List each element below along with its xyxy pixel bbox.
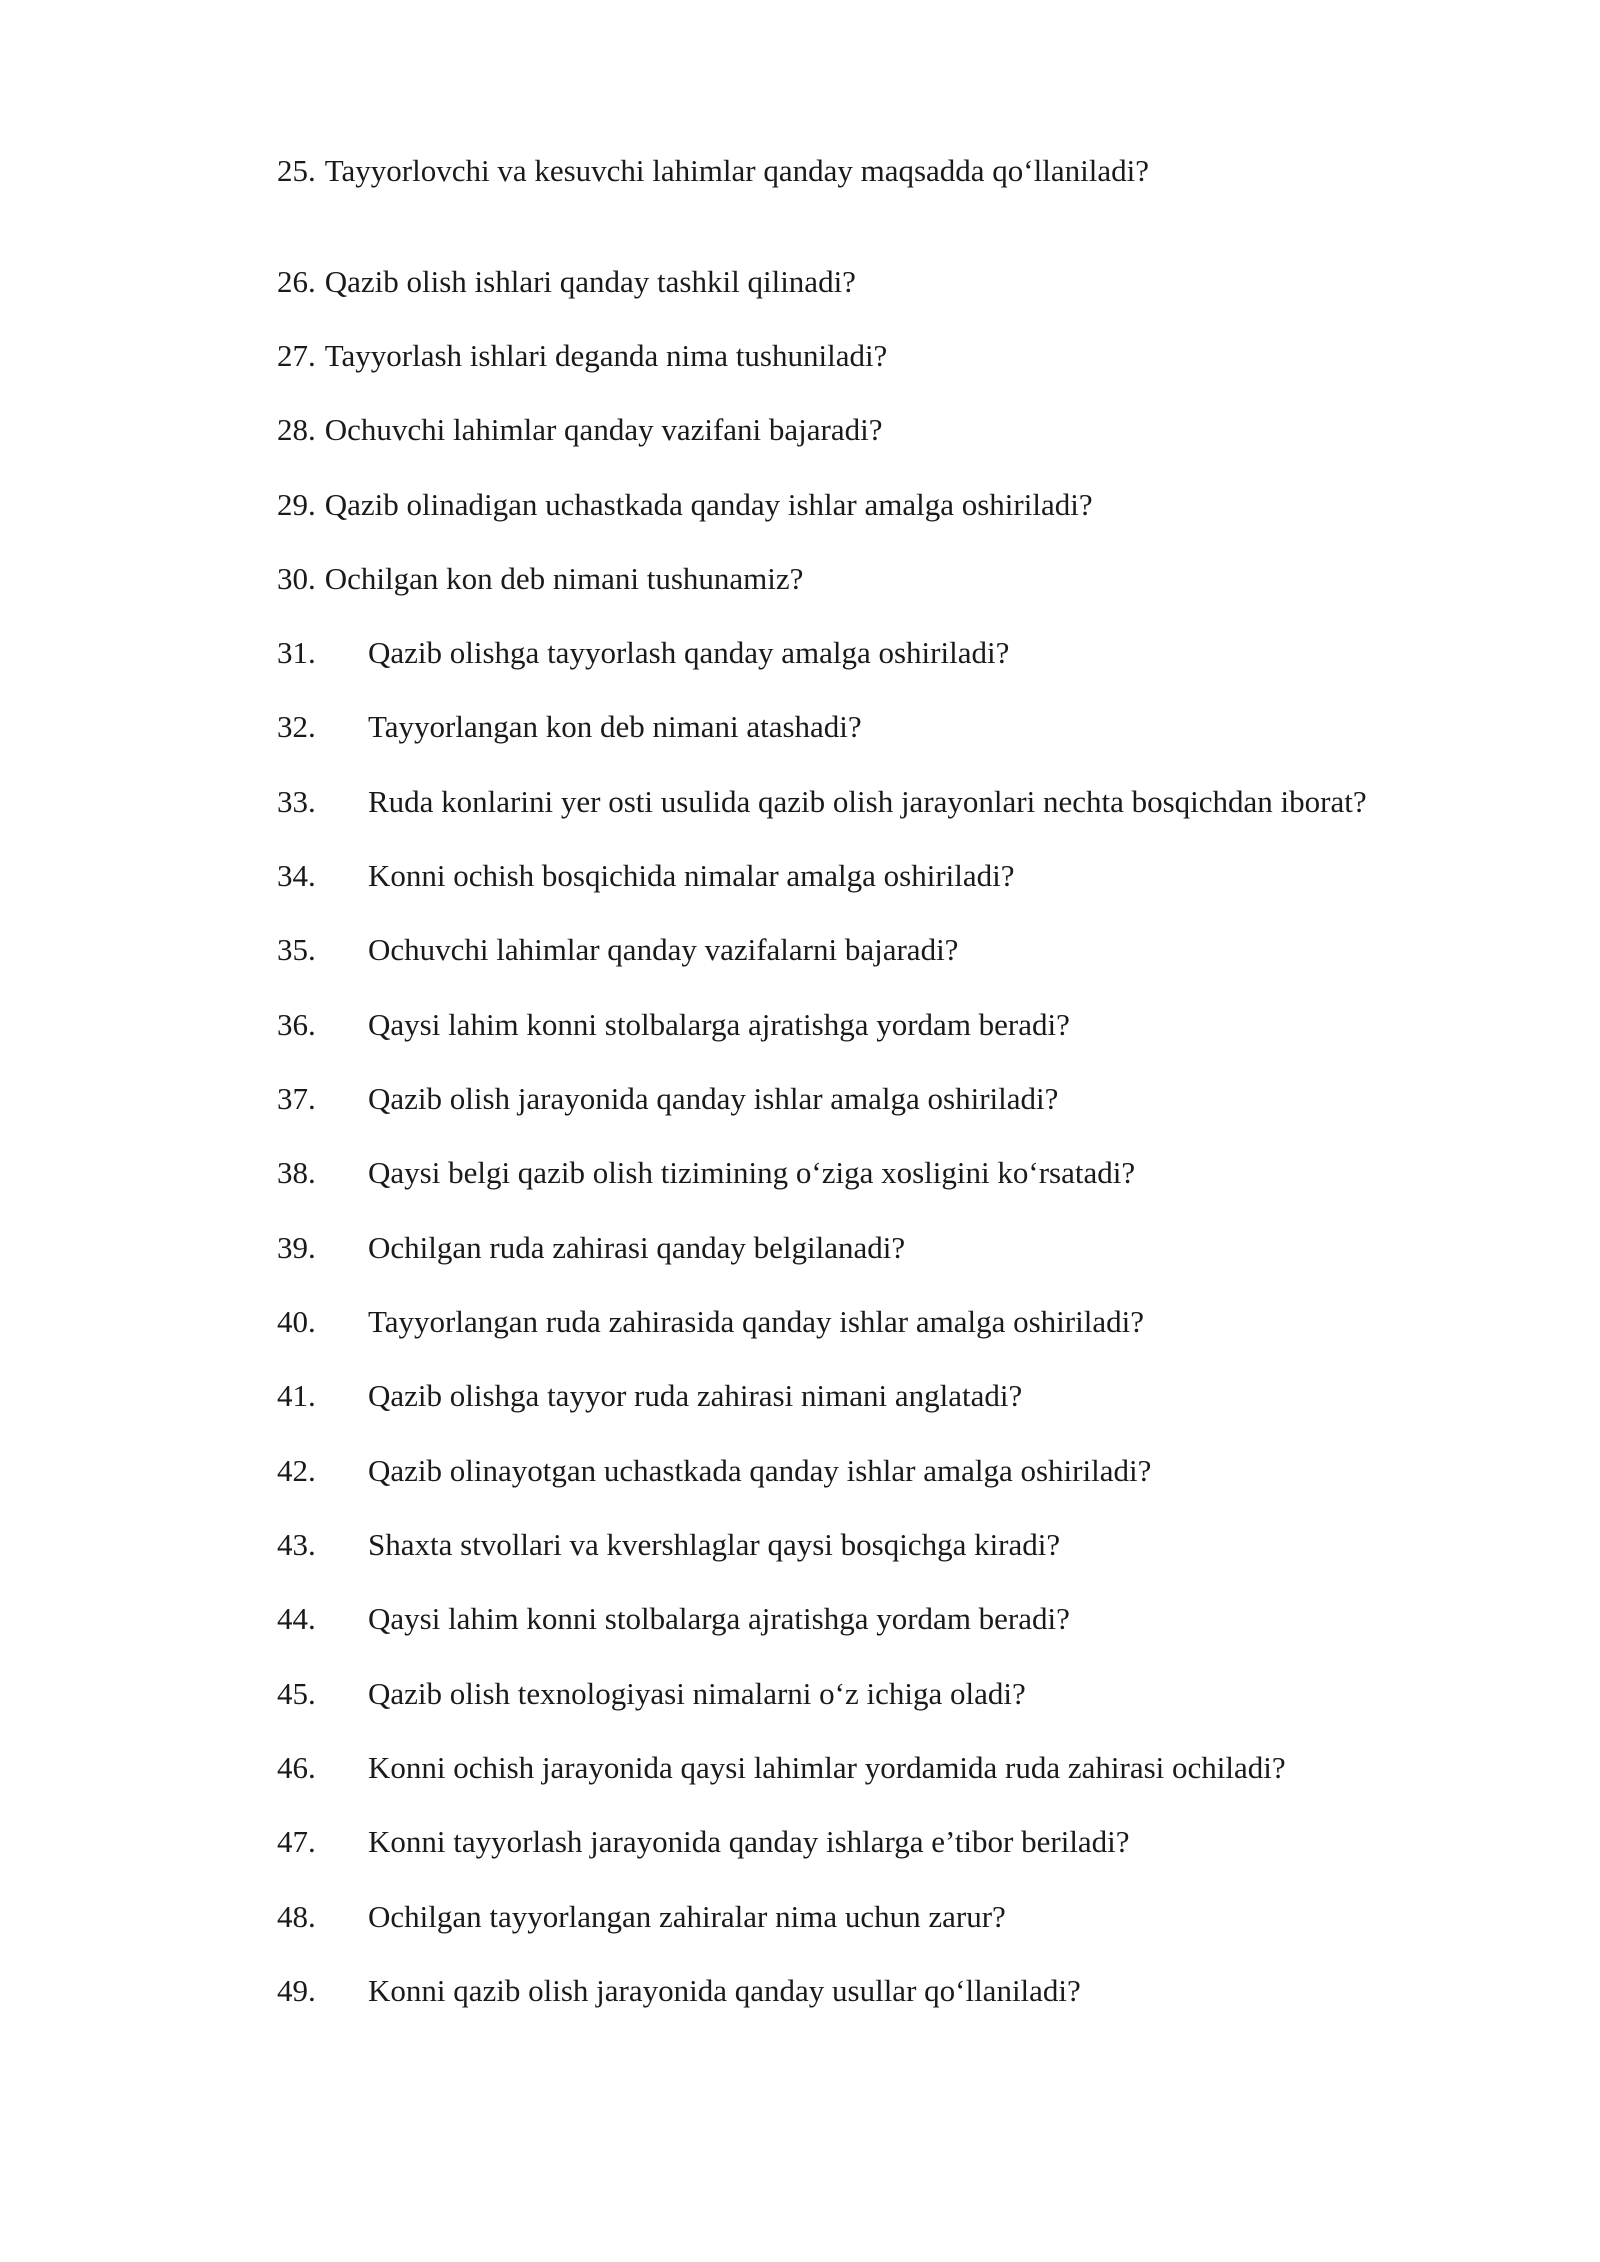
- question-item: [277, 1822, 1130, 1862]
- question-text: Ochuvchi lahimlar qanday vazifani bajaradi?: [324, 412, 883, 447]
- question-item: [277, 1451, 1151, 1491]
- question-item: [277, 1748, 1286, 1788]
- question-number: 44.: [277, 1601, 316, 1636]
- question-text: Konni qazib olish jarayonida qanday usullar qo‘llaniladi?: [368, 1973, 1081, 2008]
- question-item: [277, 336, 887, 376]
- question-text: Tayyorlovchi va kesuvchi lahimlar qanday maqsadda qo‘llaniladi?: [324, 153, 1149, 188]
- question-text: Konni ochish bosqichida nimalar amalga oshiriladi?: [368, 858, 1015, 893]
- question-item: [277, 633, 1009, 673]
- question-item: [277, 1674, 1026, 1714]
- question-text: Qazib olinayotgan uchastkada qanday ishlar amalga oshiriladi?: [368, 1453, 1152, 1488]
- question-number: 39.: [277, 1230, 316, 1265]
- question-number: 41.: [277, 1378, 316, 1413]
- question-number: 29.: [277, 487, 316, 522]
- question-text: Qazib olinadigan uchastkada qanday ishlar amalga oshiriladi?: [324, 487, 1093, 522]
- question-item: [277, 1228, 905, 1268]
- question-text: Tayyorlangan ruda zahirasida qanday ishlar amalga oshiriladi?: [368, 1304, 1144, 1339]
- question-text: Ruda konlarini yer osti usulida qazib olish jarayonlari nechta bosqichdan iborat?: [368, 784, 1367, 819]
- question-item: [277, 1005, 1070, 1045]
- question-item: [277, 1897, 1006, 1937]
- question-item: [277, 1302, 1144, 1342]
- question-number: 42.: [277, 1453, 316, 1488]
- question-item: [277, 930, 958, 970]
- question-item: [277, 151, 1149, 191]
- question-text: Tayyorlash ishlari deganda nima tushuniladi?: [324, 338, 888, 373]
- question-item: [277, 1376, 1022, 1416]
- question-text: Ochuvchi lahimlar qanday vazifalarni bajaradi?: [368, 932, 959, 967]
- question-text: Konni tayyorlash jarayonida qanday ishlarga e’tibor beriladi?: [368, 1824, 1130, 1859]
- question-item: [277, 559, 803, 599]
- question-number: 47.: [277, 1824, 316, 1859]
- question-item: [277, 782, 1367, 822]
- question-text: Qazib olishga tayyor ruda zahirasi nimani anglatadi?: [368, 1378, 1023, 1413]
- question-number: 34.: [277, 858, 316, 893]
- question-item: [277, 1971, 1081, 2011]
- question-item: [277, 1153, 1135, 1193]
- question-number: 26.: [277, 264, 316, 299]
- question-text: Qaysi lahim konni stolbalarga ajratishga yordam beradi?: [368, 1601, 1070, 1636]
- question-text: Qazib olishga tayyorlash qanday amalga oshiriladi?: [368, 635, 1010, 670]
- question-text: Ochilgan kon deb nimani tushunamiz?: [324, 561, 804, 596]
- question-item: [277, 1525, 1060, 1565]
- question-item: [277, 262, 856, 302]
- question-number: 32.: [277, 709, 316, 744]
- question-number: 25.: [277, 153, 316, 188]
- question-number: 31.: [277, 635, 316, 670]
- question-item: [277, 707, 862, 747]
- question-number: 36.: [277, 1007, 316, 1042]
- question-text: Qazib olish texnologiyasi nimalarni o‘z ichiga oladi?: [368, 1676, 1026, 1711]
- question-item: [277, 856, 1015, 896]
- question-item: [277, 1599, 1070, 1639]
- question-text: Qazib olish jarayonida qanday ishlar amalga oshiriladi?: [368, 1081, 1059, 1116]
- question-number: 46.: [277, 1750, 316, 1785]
- question-text: Ochilgan ruda zahirasi qanday belgilanadi?: [368, 1230, 906, 1265]
- question-item: [277, 485, 1093, 525]
- question-item: [277, 410, 883, 450]
- question-text: Qaysi lahim konni stolbalarga ajratishga yordam beradi?: [368, 1007, 1070, 1042]
- question-text: Tayyorlangan kon deb nimani atashadi?: [368, 709, 862, 744]
- question-text: Qazib olish ishlari qanday tashkil qilinadi?: [324, 264, 856, 299]
- question-number: 33.: [277, 784, 316, 819]
- question-item: [277, 1079, 1058, 1119]
- question-number: 35.: [277, 932, 316, 967]
- question-number: 38.: [277, 1155, 316, 1190]
- question-number: 45.: [277, 1676, 316, 1711]
- question-number: 48.: [277, 1899, 316, 1934]
- question-number: 28.: [277, 412, 316, 447]
- question-number: 40.: [277, 1304, 316, 1339]
- question-number: 43.: [277, 1527, 316, 1562]
- question-text: Qaysi belgi qazib olish tizimining o‘ziga xosligini ko‘rsatadi?: [368, 1155, 1136, 1190]
- question-text: Shaxta stvollari va kvershlaglar qaysi bosqichga kiradi?: [368, 1527, 1061, 1562]
- question-text: Konni ochish jarayonida qaysi lahimlar yordamida ruda zahirasi ochiladi?: [368, 1750, 1286, 1785]
- question-number: 37.: [277, 1081, 316, 1116]
- question-text: Ochilgan tayyorlangan zahiralar nima uchun zarur?: [368, 1899, 1006, 1934]
- question-number: 30.: [277, 561, 316, 596]
- question-number: 27.: [277, 338, 316, 373]
- question-number: 49.: [277, 1973, 316, 2008]
